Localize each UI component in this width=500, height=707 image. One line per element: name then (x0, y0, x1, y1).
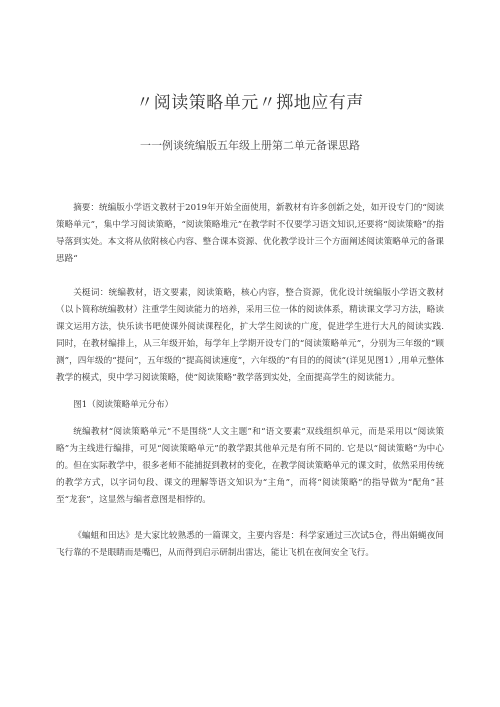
document-title: 〃阅读策略单元〃掷地应有声 (136, 93, 364, 113)
document-subtitle: 一一例谈统编版五年级上册第二单元备课思路 (140, 139, 360, 152)
body-paragraph: 统编教材“阅读策略单元”不是围绕“人文主题”和“语文要素”双线组织单元，而是采用以“阅读策略”为主线进行编排，可见“阅读策略单元”的教学跟其他单元是有所不同的. 它是以“阅读策略”为中心的。但在实际教学中，很多老师不能捕捉到教材的变化，在教学阅读策略单元的课文时，依然采用传统的教学方式，以字词句段、课文的理解等语文知识为“主角”，而将“阅读策略”的指导做为“配角”甚至“龙套”，这显然与编者意图是相悖的。 (56, 427, 444, 505)
keywords-paragraph: 关梃词：统编教材，语文要素，阅读策略，核心内容，整合资源，优化设计统编版小学语文教材（以卜简称统编教材）注重学生阅读能力的培养，采用三位一体的阅读体系，精读课文学习方法，略读课文运用方法，快乐读书吧使课外阅读课程化，扩大学生阅读的广度，促进学生进行大凡的阅读实践. 同时，在教材编排上，从三年级开始，每学年上学期开设专门的“阅读策略单元”，分别为三年级的“顾测”，四年级的“提问”，五年级的“提高阅读速度”，六年级的“有目的的阅读”(详见见图1）,用单元整体教学的模式，臾中学习阅读策略，使“阅读策略”教学落到实处，全面提高学生的阅读能力。 (56, 288, 444, 383)
body-paragraph: 《蝙蛆和田达》是大家比较熟悉的一篇课文，主要内容是：科学家通过三次试5仓，得出娟蝇夜间飞行靠的不是眼睛而是嘴巴，从而得到启示研制出雷达，能让飞机在夜间安全飞行。 (56, 531, 444, 558)
figure-caption: 图1（阅读策略单元分布） (73, 400, 174, 410)
abstract-paragraph: 摘要：统编版小学语文教材于2019年开始全面使用，新教材有许多创新之处，如开设专门的“阅读策略单元”，集中学习阅读策略，“阅读策略堆元”在教学时不仅要学习语文知识,还要将“阅读策略”的指导落到实处。本文将从依附核心内容、整合课本资源、优化教学设计三个方面阐述阅读策略单元的备课思路“ (56, 203, 444, 264)
document-body (56, 200, 444, 562)
